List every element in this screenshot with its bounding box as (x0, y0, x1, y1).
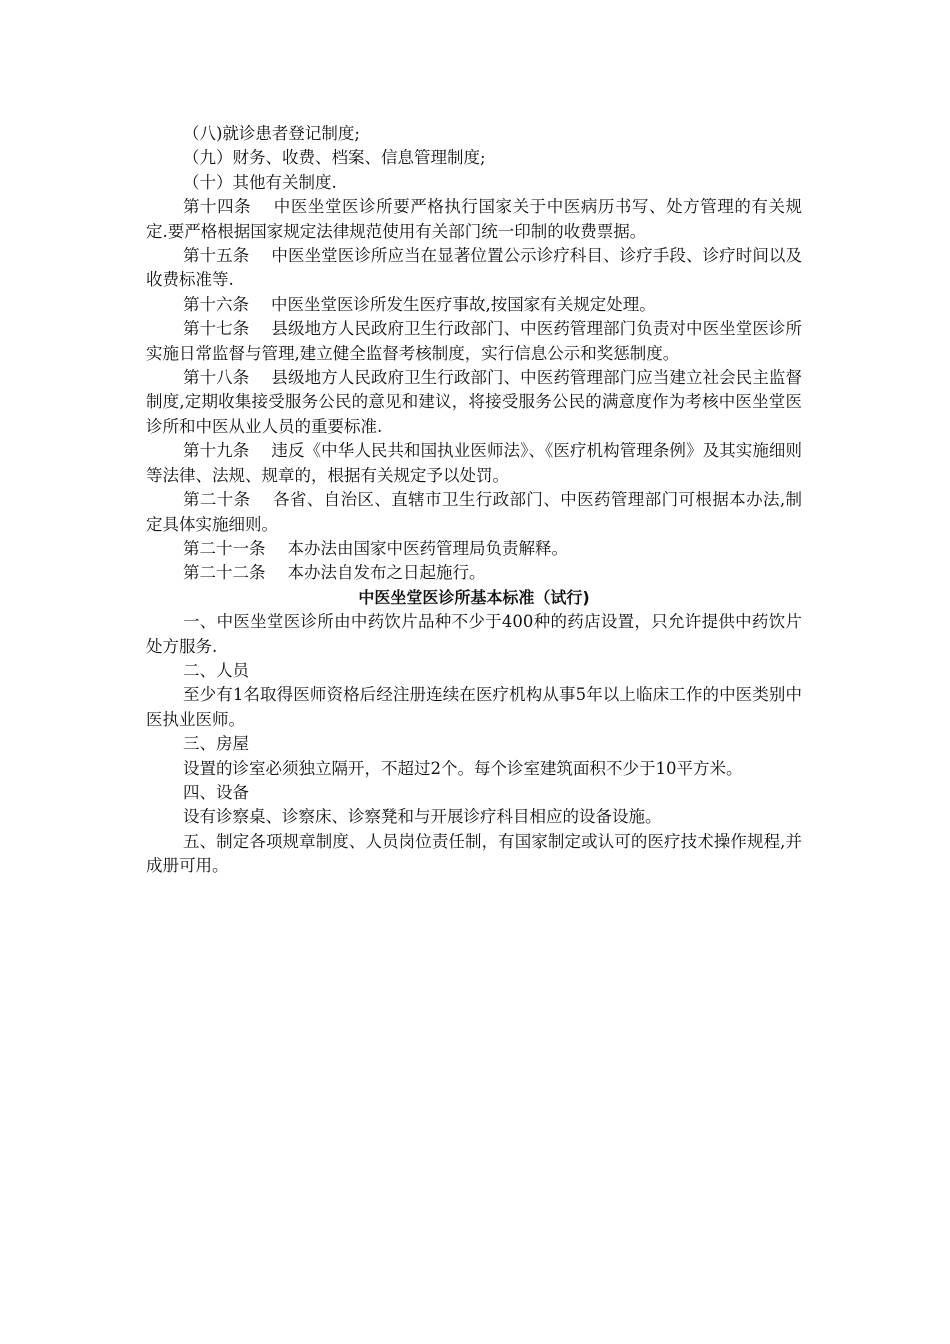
article-paragraph (146, 122, 802, 146)
article-paragraph (146, 439, 802, 488)
document-page (146, 122, 802, 879)
article-paragraph (146, 537, 802, 561)
paragraph-text: （八)就诊患者登记制度; (183, 124, 360, 143)
standard-paragraph (146, 781, 802, 805)
paragraph-text: （九）财务、收费、档案、信息管理制度; (183, 148, 486, 168)
article-paragraph (146, 317, 802, 366)
paragraph-text: 五、制定各项规章制度、人员岗位责任制，有国家制定或认可的医疗技术操作规程,并成册可用。 (146, 831, 802, 876)
standard-paragraph (146, 830, 802, 879)
article-paragraph (146, 366, 802, 439)
standard-sections (146, 610, 802, 878)
standard-paragraph (146, 805, 802, 829)
standard-title: 中医坐堂医诊所基本标准（试行) (358, 587, 590, 607)
article-paragraph (146, 293, 802, 317)
standard-paragraph (146, 732, 802, 756)
standard-paragraph (146, 683, 802, 732)
regulation-articles (146, 122, 802, 586)
paragraph-text: 一、中医坐堂医诊所由中药饮片品种不少于400种的药店设置，只允许提供中药饮片处方服务. (146, 612, 802, 656)
article-number: 第二十条 (183, 490, 251, 510)
paragraph-text: 设置的诊室必须独立隔开，不超过2个。每个诊室建筑面积不少于10平方米。 (183, 758, 743, 778)
article-number: 第十四条 (183, 197, 252, 217)
article-number: 第十八条 (183, 368, 250, 388)
paragraph-text: 县级地方人民政府卫生行政部门、中医药管理部门负责对中医坐堂医诊所实施日常监督与管理,建立健全监督考核制度，实行信息公示和奖惩制度。 (146, 319, 803, 363)
paragraph-text: 中医坐堂医诊所要严格执行国家关于中医病历书写、处方管理的有关规定.要严格根据国家规定法律规范使用有关部门统一印制的收费票据。 (146, 197, 803, 241)
article-number: 第十九条 (183, 441, 250, 461)
standard-paragraph (146, 757, 802, 781)
article-paragraph (146, 561, 802, 585)
article-paragraph (146, 146, 802, 170)
article-number: 第二十一条 (183, 538, 266, 558)
article-paragraph (146, 488, 802, 537)
paragraph-text: 二、人员 (183, 660, 249, 680)
paragraph-text: 县级地方人民政府卫生行政部门、中医药管理部门应当建立社会民主监督制度,定期收集接受服务公民的意见和建议，将接受服务公民的满意度作为考核中医坐堂医诊所和中医从业人员的重要标准. (146, 368, 803, 436)
paragraph-text: 设有诊察桌、诊察床、诊察凳和与开展诊疗科目相应的设备设施。 (183, 807, 662, 827)
paragraph-text: 本办法由国家中医药管理局负责解释。 (287, 538, 568, 558)
paragraph-text: 中医坐堂医诊所应当在显著位置公示诊疗科目、诊疗手段、诊疗时间以及收费标准等. (146, 246, 803, 290)
standard-paragraph (146, 610, 802, 659)
paragraph-text: 本办法自发布之日起施行。 (287, 563, 486, 583)
article-number: 第十六条 (183, 294, 249, 314)
paragraph-text: 违反《中华人民共和国执业医师法》、《医疗机构管理条例》及其实施细则等法律、法规、规章的，根据有关规定予以处罚。 (146, 441, 803, 485)
paragraph-text: 中医坐堂医诊所发生医疗事故,按国家有关规定处理。 (271, 294, 656, 314)
paragraph-text: 各省、自治区、直辖市卫生行政部门、中医药管理部门可根据本办法,制定具体实施细则。 (146, 490, 803, 534)
standard-paragraph (146, 659, 802, 683)
article-number: 第十七条 (183, 319, 250, 339)
paragraph-text: （十）其他有关制度. (183, 172, 337, 192)
paragraph-text: 三、房屋 (183, 734, 249, 754)
article-number: 第十五条 (183, 246, 250, 266)
article-paragraph (146, 171, 802, 195)
paragraph-text: 至少有1名取得医师资格后经注册连续在医疗机构从事5年以上临床工作的中医类别中医执业医师。 (146, 685, 802, 729)
article-number: 第二十二条 (183, 563, 266, 583)
article-paragraph (146, 244, 802, 293)
article-paragraph (146, 195, 802, 244)
paragraph-text: 四、设备 (183, 782, 249, 802)
